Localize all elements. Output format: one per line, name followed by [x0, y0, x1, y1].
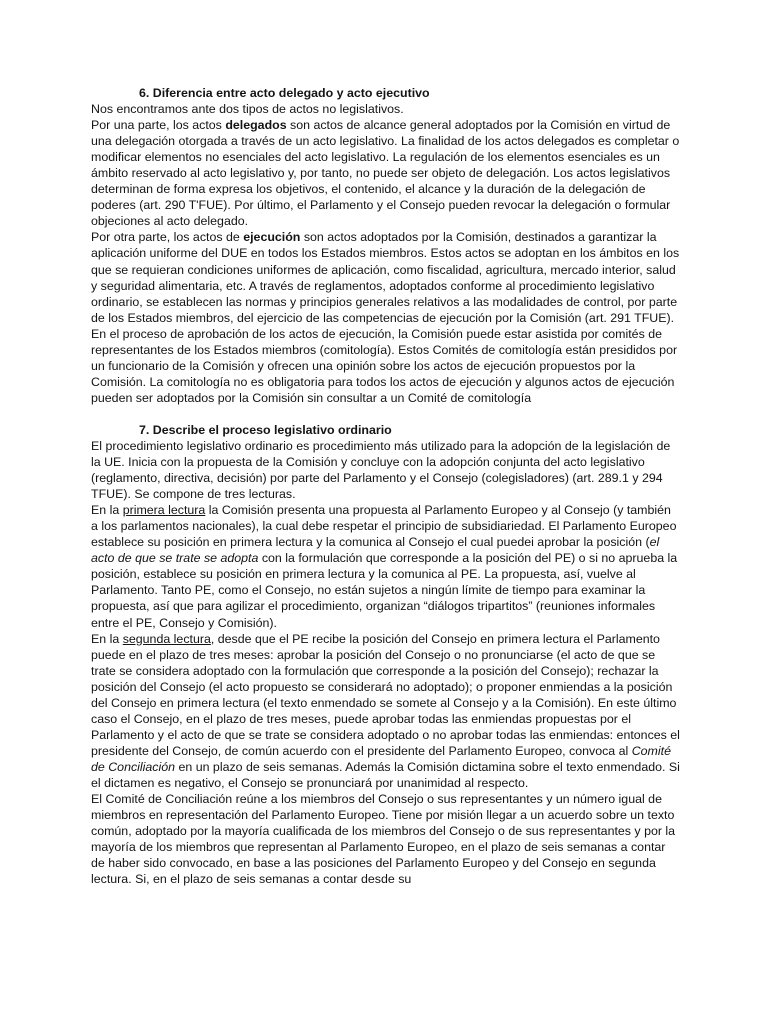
text-run: Por una parte, los actos	[91, 118, 226, 133]
term-delegados: delegados	[225, 118, 287, 133]
section-6-heading: 6. Diferencia entre acto delegado y acto ejecutivo	[139, 86, 430, 100]
text-run: , desde que el PE recibe la posición del Consejo en primera lectura el Parlamento puede en el plazo de tres meses: aprobar la posición del Consejo o no pronunciarse (el acto de que se trate se considera adoptado con la formulación que corresponde a la posición del Consejo); rechazar la posición del Consejo (el acto propuesto se considerará no adoptado); o proponer enmiendas a la posición del Consejo en primera lectura (el texto enmendado se somete al Consejo y a la Comisión). En este último caso el Consejo, en el plazo de tres meses, puede aprobar todas las enmiendas propuestas por el Parlamento y el acto de que se trate se considera adoptado o no aprobar todas las enmiendas: entonces el presidente del Consejo, de común acuerdo con el presidente del Parlamento Europeo, convoca al	[91, 631, 680, 758]
italic-run: Comité de Conciliación	[91, 743, 671, 774]
paragraph-actos-delegados	[91, 117, 681, 229]
paragraph-segunda-lectura	[91, 631, 681, 791]
text-run: En la	[91, 503, 123, 518]
text-run: la Comisión presenta una propuesta al Parlamento Europeo y al Consejo (y también a los parlamentos nacionales), la cual debe respetar el principio de subsidiariedad. El Parlamento Europeo establece su posición en primera lectura y la comunica al Consejo el cual puedei aprobar la posición (	[91, 503, 677, 550]
text-run: con la formulación que corresponde a la posición del PE) o si no aprueba la posición, establece su posición en primera lectura y la comunica al PE. La propuesta, así, vuelve al Parlamento. Tanto PE, como el Consejo, no están sujetos a ningún límite de tiempo para examinar la propuesta, así que para agilizar el procedimiento, organizan “diálogos tripartitos” (reuniones informales entre el PE, Consejo y Comisión).	[91, 551, 678, 630]
text-run: son actos adoptados por la Comisión, destinados a garantizar la aplicación uniforme del DUE en todos los Estados miembros. Estos actos se adoptan en los ámbitos en los que se requieran condiciones uniformes de aplicación, como fiscalidad, agricultura, mercado interior, salud y seguridad alimentaria, etc. A través de reglamentos, adoptados conforme al procedimiento legislativo ordinario, se establecen las normas y principios generales relativos a las modalidades de control, por parte de los Estados miembros, del ejercicio de las competencias de ejecución por la Comisión (art. 291 TFUE). En el proceso de aprobación de los actos de ejecución, la Comisión puede estar asistida por comités de representantes de los Estados miembros (comitología). Estos Comités de comitología están presididos por un funcionario de la Comisión y ofrecen una opinión sobre los actos de ejecución propuestos por la Comisión. La comitología no es obligatoria para todos los actos de ejecución y algunos actos de ejecución pueden ser adoptados por la Comisión sin consultar a un Comité de comitología	[91, 230, 680, 405]
paragraph-comite-conciliacion: El Comité de Conciliación reúne a los miembros del Consejo o sus representantes y un número igual de miembros en representación del Parlamento Europeo. Tiene por misión llegar a un acuerdo sobre un texto común, adoptado por la mayoría cualificada de los miembros del Consejo o de sus representantes y por la mayoría de los miembros que representan al Parlamento Europeo, en el plazo de seis semanas a contar de haber sido convocado, en base a las posiciones del Parlamento Europeo y del Consejo en segunda lectura. Si, en el plazo de seis semanas a contar desde su	[91, 792, 676, 887]
term-primera-lectura: primera lectura	[122, 503, 206, 518]
document-page	[91, 85, 681, 887]
text-run: Por otra parte, los actos de	[91, 230, 244, 245]
paragraph-actos-ejecucion	[91, 229, 681, 406]
term-ejecucion: ejecución	[243, 230, 301, 245]
section-7-intro: El procedimiento legislativo ordinario es procedimiento más utilizado para la adopción de la legislación de la UE. Inicia con la propuesta de la Comisión y concluye con la adopción conjunta del acto legislativo (reglamento, directiva, decisión) por parte del Parlamento y el Consejo (colegisladores) (art. 289.1 y 294 TFUE). Se compone de tres lecturas.	[91, 438, 671, 502]
italic-run: el acto de que se trate se adopta	[91, 535, 660, 566]
term-segunda-lectura: segunda lectura	[122, 631, 211, 646]
section-7-heading: 7. Describe el proceso legislativo ordinario	[139, 422, 392, 437]
paragraph-primera-lectura	[91, 502, 681, 630]
section-6-intro: Nos encontramos ante dos tipos de actos no legislativos.	[91, 102, 404, 117]
blank-line	[91, 406, 681, 422]
text-run: son actos de alcance general adoptados por la Comisión en virtud de una delegación otorgada a través de un acto legislativo. La finalidad de los actos delegados es completar o modificar elementos no esenciales del acto legislativo. La regulación de los elementos esenciales es un ámbito reservado al acto legislativo y, por tanto, no puede ser objeto de delegación. Los actos legislativos determinan de forma expresa los objetivos, el contenido, el alcance y la duración de la delegación de poderes (art. 290 T'FUE). Por último, el Parlamento y el Consejo pueden revocar la delegación o formular objeciones al acto delegado.	[91, 118, 680, 229]
text-run: en un plazo de seis semanas. Además la Comisión dictamina sobre el texto enmendado. Si el dictamen es negativo, el Consejo se pronunciará por unanimidad al respecto.	[91, 759, 680, 790]
text-run: En la	[91, 631, 123, 646]
